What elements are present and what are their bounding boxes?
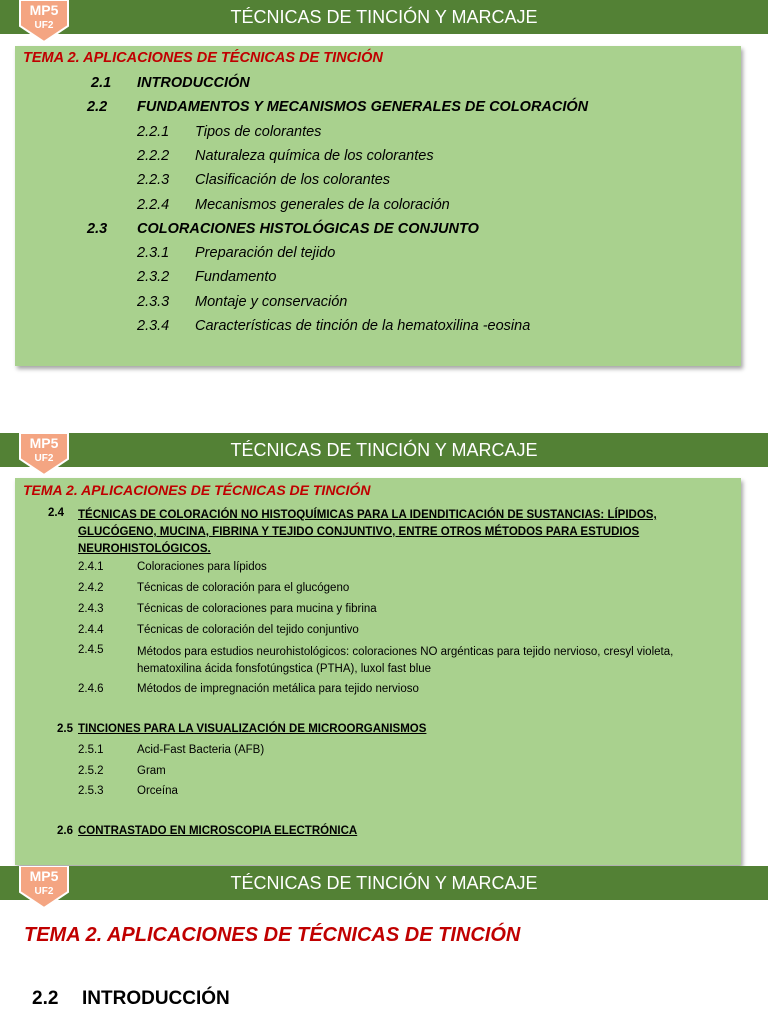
section-number: 2.2 [32, 988, 59, 1009]
slide1-header-title: TÉCNICAS DE TINCIÓN Y MARCAJE [230, 7, 538, 27]
mp5-badge-icon [18, 866, 70, 906]
slide3-header [0, 866, 768, 900]
mp5-badge-icon [18, 433, 70, 473]
mp5-badge-icon [18, 0, 70, 40]
badge-mp5: MP5 [29, 868, 59, 884]
slide2-tema-title: TEMA 2. APLICACIONES DE TÉCNICAS DE TINCIÓN [23, 482, 371, 498]
slide1-header [0, 0, 768, 34]
section-label: INTRODUCCIÓN [82, 988, 230, 1009]
badge-mp5: MP5 [29, 435, 59, 451]
badge-uf2: UF2 [34, 453, 54, 464]
slide2-header [0, 433, 768, 467]
slide3-section-heading [32, 988, 230, 1010]
slide3-header-title: TÉCNICAS DE TINCIÓN Y MARCAJE [230, 873, 538, 893]
slide1-tema-title: TEMA 2. APLICACIONES DE TÉCNICAS DE TINCIÓN [23, 50, 383, 66]
badge-uf2: UF2 [34, 886, 54, 897]
badge-mp5: MP5 [29, 2, 59, 18]
slide1-content-panel: TEMA 2. APLICACIONES DE TÉCNICAS DE TINCIÓN 2.1 INTRODUCCIÓN 2.2 FUNDAMENTOS Y MECANISMOS GENERALES DE COLORACIÓN 2.2.1 Tipos de colorantes 2.2.2 Naturaleza química de los colorantes 2.2.3 Clasificación de los colorantes 2.2.4 Mecanismos generales de la coloración 2.3 COLORACIONES HISTOLÓGICAS DE CONJUNTO 2.3.1 Preparación del tejido 2.3.2 Fundamento 2.3.3 Montaje y conservación 2.3.4 Características de tinción de la hematoxilina -eosina [15, 46, 741, 366]
slide3-tema-title: TEMA 2. APLICACIONES DE TÉCNICAS DE TINCIÓN [24, 924, 521, 946]
badge-uf2: UF2 [34, 20, 54, 31]
slide2-content-panel: TEMA 2. APLICACIONES DE TÉCNICAS DE TINCIÓN 2.4 TÉCNICAS DE COLORACIÓN NO HISTOQUÍMICAS PARA LA IDENDITICACIÓN DE SUSTANCIAS: LÍPIDOS, GLUCÓGENO, MUCINA, FIBRINA Y TEJIDO CONJUNTIVO, ENTRE OTROS MÉTODOS PARA ESTUDIOS NEUROHISTOLÓGICOS. 2.4.1 Coloraciones para lípidos 2.4.2 Técnicas de coloración para el glucógeno 2.4.3 Técnicas de coloraciones para mucina y fibrina 2.4.4 Técnicas de coloración del tejido conjuntivo 2.4.5 Métodos para estudios neurohistológicos: coloraciones NO argénticas para tejido nervioso, cresyl violeta, hematoxilina ácida fonsfotúngstica (PTHA), luxol fast blue 2.4.6 Métodos de impregnación metálica para tejido nervioso 2.5 TINCIONES PARA LA VISUALIZACIÓN DE MICROORGANISMOS 2.5.1 Acid-Fast Bacteria (AFB) 2.5.2 Gram 2.5.3 Orceína 2.6 CONTRASTADO EN MICROSCOPIA ELECTRÓNICA [15, 478, 741, 865]
slide2-header-title: TÉCNICAS DE TINCIÓN Y MARCAJE [230, 440, 538, 460]
